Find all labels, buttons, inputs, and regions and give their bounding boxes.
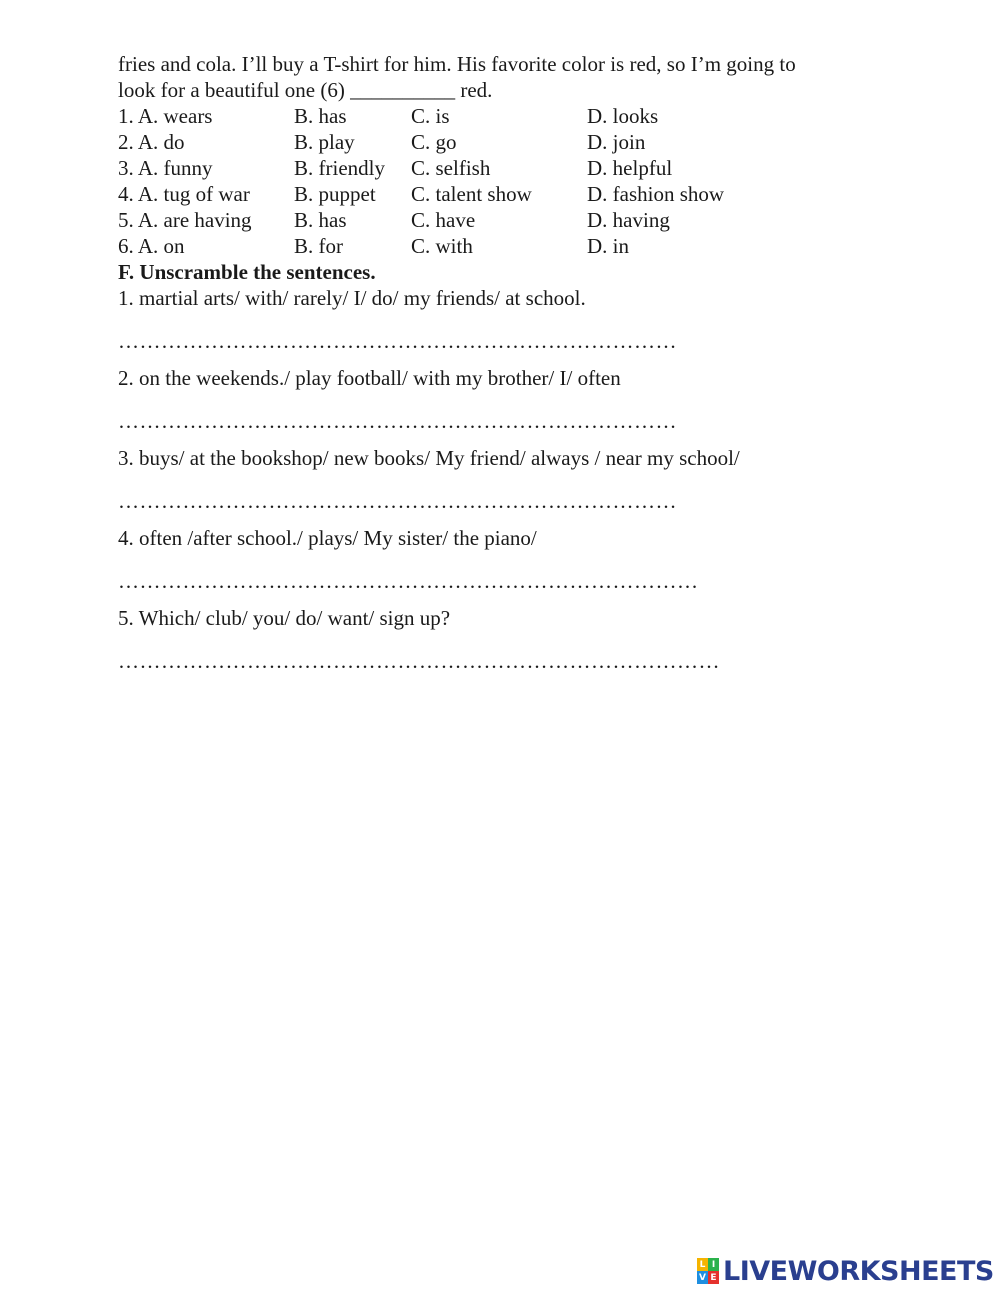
option-b[interactable]: B. for <box>294 234 343 258</box>
option-a[interactable]: 1. A. wears <box>118 104 213 128</box>
question-row <box>118 207 918 233</box>
option-b[interactable]: B. has <box>294 104 347 128</box>
question-row <box>118 181 918 207</box>
answer-dotted-line: …………………………………………………………………… <box>118 409 677 433</box>
answer-dotted-line: ……………………………………………………………………… <box>118 569 699 593</box>
question-row <box>118 103 918 129</box>
answer-dotted-line: ………………………………………………………………………… <box>118 649 720 673</box>
option-c[interactable]: C. have <box>411 208 476 232</box>
option-c[interactable]: C. is <box>411 104 450 128</box>
answer-field[interactable] <box>118 568 918 594</box>
unscramble-prompt: 1. martial arts/ with/ rarely/ I/ do/ my friends/ at school. <box>118 286 586 310</box>
option-a[interactable]: 5. A. are having <box>118 208 252 232</box>
unscramble-list <box>118 285 918 674</box>
option-c[interactable]: C. go <box>411 130 457 154</box>
answer-dotted-line: …………………………………………………………………… <box>118 489 677 513</box>
answer-field[interactable] <box>118 648 918 674</box>
option-d[interactable]: D. having <box>587 208 670 232</box>
question-row <box>118 233 918 259</box>
unscramble-prompt: 5. Which/ club/ you/ do/ want/ sign up? <box>118 606 451 630</box>
option-b[interactable]: B. has <box>294 208 347 232</box>
option-a[interactable]: 4. A. tug of war <box>118 182 250 206</box>
answer-input[interactable] <box>118 408 918 434</box>
liveworksheets-logo[interactable] <box>697 1253 994 1289</box>
option-a[interactable]: 6. A. on <box>118 234 185 258</box>
logo-grid-icon <box>697 1258 719 1284</box>
passage <box>118 51 918 103</box>
option-b[interactable]: B. friendly <box>294 156 385 180</box>
option-d[interactable]: D. join <box>587 130 646 154</box>
option-d[interactable]: D. fashion show <box>587 182 725 206</box>
section-title: F. Unscramble the sentences. <box>118 260 376 284</box>
option-a[interactable]: 2. A. do <box>118 130 185 154</box>
option-c[interactable]: C. talent show <box>411 182 532 206</box>
answer-input[interactable] <box>118 648 918 674</box>
answer-input[interactable] <box>118 328 918 354</box>
option-d[interactable]: D. helpful <box>587 156 673 180</box>
worksheet-page <box>118 51 918 685</box>
logo-letter: V <box>697 1271 708 1284</box>
answer-dotted-line: …………………………………………………………………… <box>118 329 677 353</box>
option-d[interactable]: D. in <box>587 234 629 258</box>
option-d[interactable]: D. looks <box>587 104 659 128</box>
option-c[interactable]: C. with <box>411 234 473 258</box>
logo-letter: E <box>708 1271 719 1284</box>
answer-input[interactable] <box>118 488 918 514</box>
question-row <box>118 155 918 181</box>
answer-field[interactable] <box>118 328 918 354</box>
unscramble-prompt: 4. often /after school./ plays/ My sister/ the piano/ <box>118 526 537 550</box>
passage-line: fries and cola. I’ll buy a T-shirt for him. His favorite color is red, so I’m going to <box>118 52 796 76</box>
option-a[interactable]: 3. A. funny <box>118 156 213 180</box>
answer-field[interactable] <box>118 488 918 514</box>
logo-letter: I <box>708 1258 719 1271</box>
multiple-choice-list <box>118 103 918 259</box>
answer-field[interactable] <box>118 408 918 434</box>
option-b[interactable]: B. puppet <box>294 182 376 206</box>
unscramble-prompt: 2. on the weekends./ play football/ with my brother/ I/ often <box>118 366 621 390</box>
unscramble-prompt: 3. buys/ at the bookshop/ new books/ My friend/ always / near my school/ <box>118 446 740 470</box>
option-c[interactable]: C. selfish <box>411 156 491 180</box>
logo-letter: L <box>697 1258 708 1271</box>
logo-text: LIVEWORKSHEETS <box>723 1255 994 1287</box>
option-b[interactable]: B. play <box>294 130 355 154</box>
passage-line: look for a beautiful one (6) __________ red. <box>118 78 493 102</box>
answer-input[interactable] <box>118 568 918 594</box>
question-row <box>118 129 918 155</box>
